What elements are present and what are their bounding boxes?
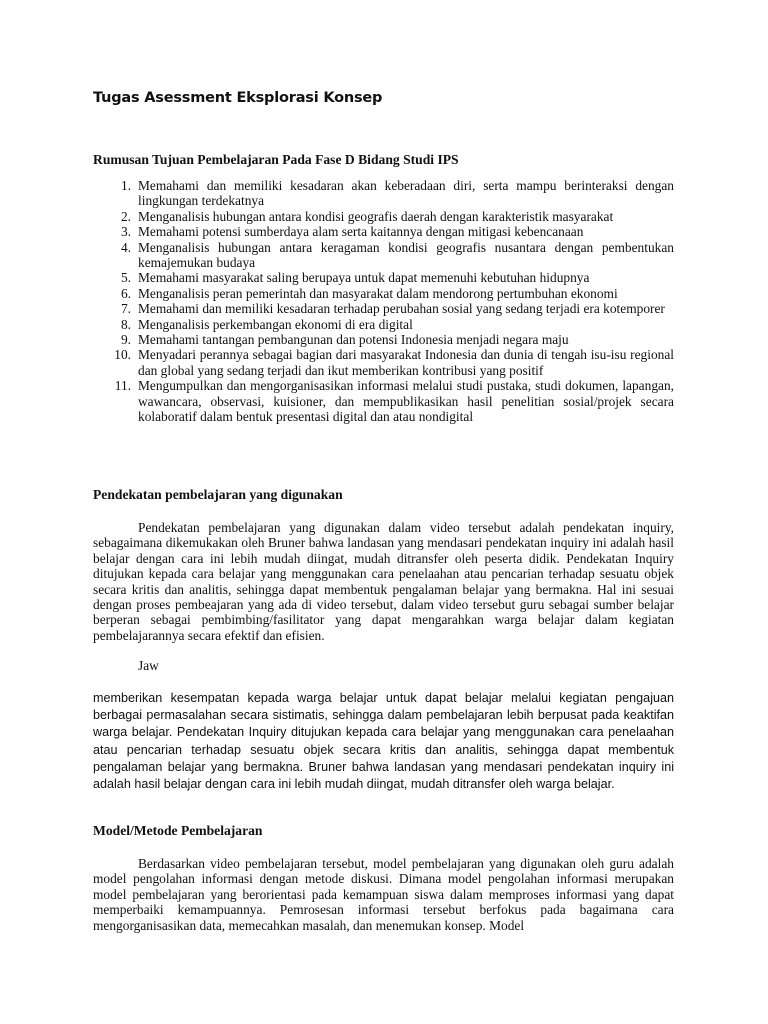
list-item-text: Menyadari perannya sebagai bagian dari masyarakat Indonesia dan dunia di tengah isu-isu regional dan global yang sedang terjadi dan ikut memberikan kontribusi yang positif xyxy=(138,347,674,378)
list-item-number: 3. xyxy=(120,224,131,240)
list-item xyxy=(93,209,674,224)
list-item-number: 2. xyxy=(120,208,131,224)
list-item-text: Memahami masyarakat saling berupaya untuk dapat memenuhi kebutuhan hidupnya xyxy=(138,270,590,286)
list-item-number: 8. xyxy=(120,316,131,332)
list-item-text: Memahami tantangan pembangunan dan potensi Indonesia menjadi negara maju xyxy=(138,332,569,348)
list-item-text: Memahami dan memiliki kesadaran terhadap perubahan sosial yang sedang terjadi era kotemporer xyxy=(138,301,665,317)
list-item xyxy=(93,317,674,332)
document-title: Tugas Asessment Eksplorasi Konsep xyxy=(93,90,383,106)
approach-paragraph-continued: memberikan kesempatan kepada warga belajar untuk dapat belajar melalui kegiatan pengajuan berbagai permasalahan secara sistimatis, sehingga dalam pembelajaran lebih berpusat pada keaktifan warga belajar. Pendekatan Inquiry ditujukan kepada cara belajar yang menggunakan cara penelaahan atau pencarian terhadap sesuatu objek secara kritis dan analitis, sehingga dapat membentuk pengalaman belajar yang bermakna. Bruner bahwa landasan yang mendasari pendekatan inquiry ini adalah hasil belajar dengan cara ini lebih mudah diingat, mudah ditransfer oleh warga belajar. xyxy=(93,691,674,792)
section-heading-learning-goals: Rumusan Tujuan Pembelajaran Pada Fase D Bidang Studi IPS xyxy=(93,152,459,167)
list-item-text: Memahami dan memiliki kesadaran akan keberadaan diri, serta mampu berinteraksi dengan lingkungan terdekatnya xyxy=(138,178,674,209)
list-item xyxy=(93,301,674,316)
list-item-number: 10. xyxy=(114,347,131,363)
list-item-number: 11. xyxy=(114,378,131,394)
list-item xyxy=(93,240,674,271)
section-heading-approach: Pendekatan pembelajaran yang digunakan xyxy=(93,487,343,502)
learning-goals-list xyxy=(93,178,674,425)
list-item-text: Menganalisis perkembangan ekonomi di era digital xyxy=(138,316,413,332)
list-item-number: 6. xyxy=(120,285,131,301)
list-item xyxy=(93,178,674,209)
model-method-paragraph: Berdasarkan video pembelajaran tersebut, model pembelajaran yang digunakan oleh guru adalah model pengolahan informasi dengan metode diskusi. Dimana model pengolahan informasi merupakan model pembelajaran yang berorientasi pada kemampuan siswa dalam memproses informasi yang dapat memperbaiki kemampuannya. Pemrosesan informasi tersebut berfokus pada bagaimana cara mengorganisasikan data, memecahkan masalah, dan menemukan konsep. Model xyxy=(93,856,674,933)
list-item-number: 9. xyxy=(120,332,131,348)
list-item xyxy=(93,332,674,347)
list-item-text: Menganalisis hubungan antara kondisi geografis daerah dengan karakteristik masyarakat xyxy=(138,208,614,224)
list-item-text: Menganalisis hubungan antara keragaman kondisi geografis nusantara dengan pembentukan kemajemukan budaya xyxy=(138,239,674,271)
list-item-number: 7. xyxy=(120,301,131,317)
list-item-number: 5. xyxy=(120,270,131,286)
list-item-number: 1. xyxy=(120,178,131,193)
section-heading-model-method: Model/Metode Pembelajaran xyxy=(93,823,263,838)
list-item xyxy=(93,270,674,285)
list-item-text: Menganalisis peran pemerintah dan masyarakat dalam mendorong pertumbuhan ekonomi xyxy=(138,285,618,301)
list-item xyxy=(93,378,674,424)
list-item-number: 4. xyxy=(120,239,131,255)
list-item xyxy=(93,224,674,239)
list-item xyxy=(93,347,674,378)
approach-paragraph: Pendekatan pembelajaran yang digunakan dalam video tersebut adalah pendekatan inquiry, sebagaimana dikemukakan oleh Bruner bahwa landasan yang mendasari pendekatan inquiry ini adalah hasil belajar dengan cara ini lebih mudah diingat, mudah ditransfer oleh peserta didik. Pendekatan Inquiry ditujukan kepada cara belajar yang menggunakan cara penelaahan atau pencarian terhadap sesuatu objek secara kritis dan analitis, sehingga dapat membentuk pengalaman belajar yang bermakna. Hal ini sesuai dengan proses pembeajaran yang ada di video tersebut, dalam video tersebut guru sebagai sumber belajar berperan sebagai pembimbing/fasilitator yang dapat mengarahkan warga belajar dalam kegiatan pembelajarannya secara efektif dan efisien. xyxy=(93,520,674,643)
list-item-text: Memahami potensi sumberdaya alam serta kaitannya dengan mitigasi kebencanaan xyxy=(138,224,584,240)
jaw-text: Jaw xyxy=(138,658,159,673)
list-item-text: Mengumpulkan dan mengorganisasikan informasi melalui studi pustaka, studi dokumen, lapangan, wawancara, observasi, kuisioner, dan mempublikasikan hasil penelitian sosial/projek secara kolaboratif dalam bentuk presentasi digital dan atau nondigital xyxy=(138,378,674,425)
list-item xyxy=(93,286,674,301)
